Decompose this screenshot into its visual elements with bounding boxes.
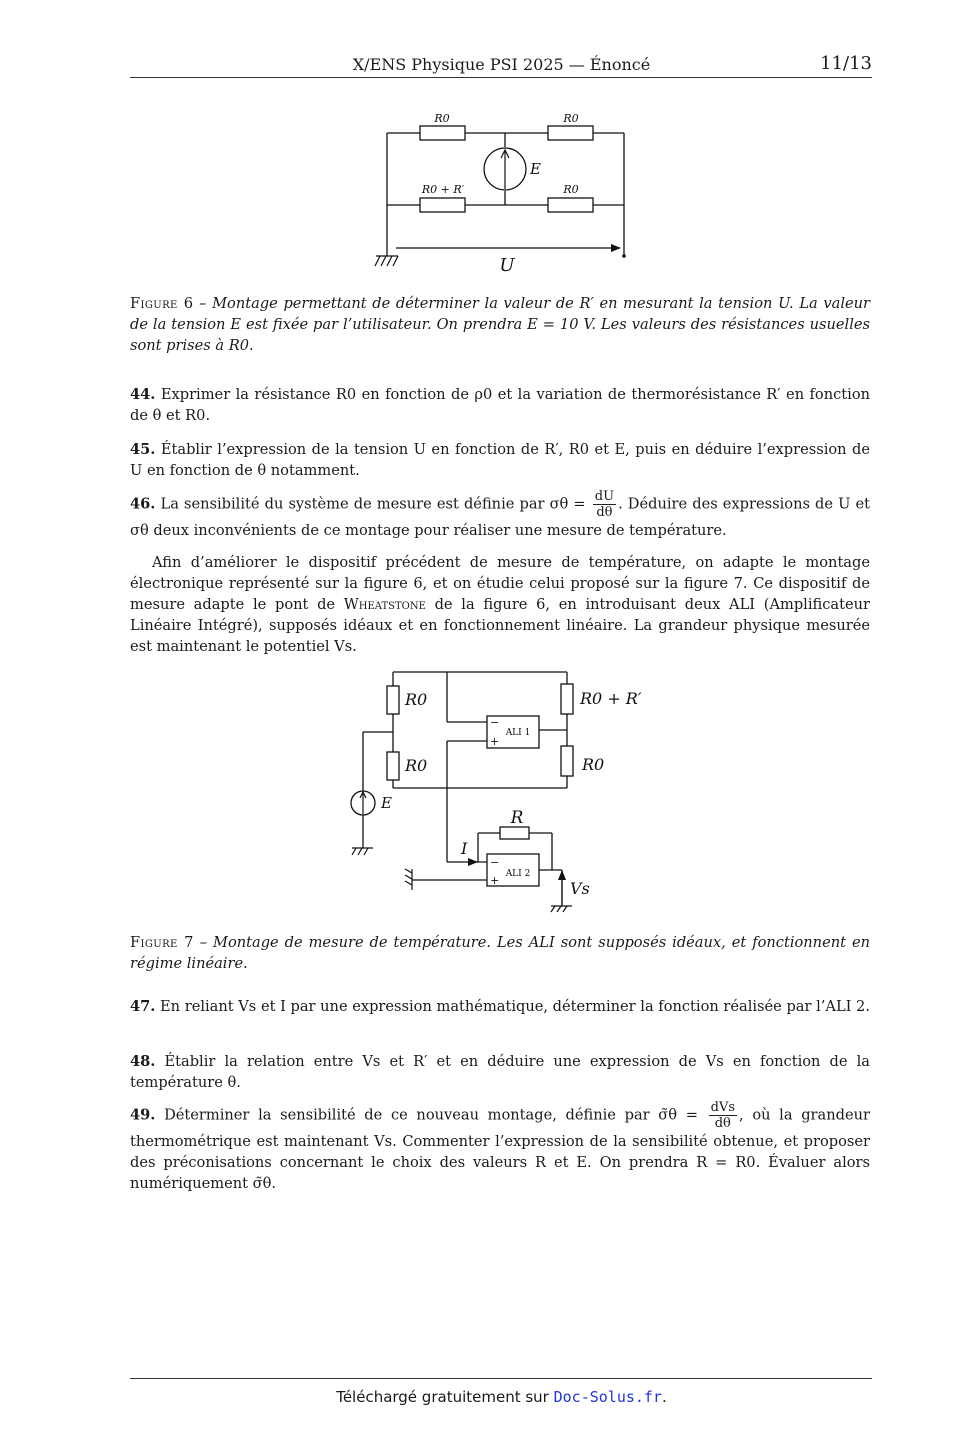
label-r0-left-bottom: R0 [405,756,428,775]
question-46-number: 46. [130,495,156,513]
label-r0-plus-rprime-fig7: R0 + R′ [580,689,642,708]
question-47-number: 47. [130,998,156,1015]
resistor-feedback [500,827,529,839]
label-r0-left-top: R0 [405,690,428,709]
label-ali-1: ALI 1 [505,728,531,738]
footer-dot: . [662,1388,667,1406]
fraction-numerator: dU [594,489,615,504]
label-r0-bottom-right: R0 [563,183,579,196]
question-49 [130,1100,870,1194]
figure-6-label: Figure 6 [130,295,194,312]
question-44-number: 44. [130,386,156,403]
footer [0,1388,980,1406]
ali-1-plus: + [490,735,500,748]
question-49-text-b: , où la grandeur thermométrique est maintenant Vs. Commenter l’expression de la sensibilité obtenue, et proposer des préconisations concernant le choix des valeurs R et E. On prendra R = R0. Évaluer alors numériquement σ̃θ. [130,1106,870,1192]
footer-rule [130,1378,872,1379]
question-46-text-b: . Déduire des expressions de U et σθ deux inconvénients de ce montage pour réaliser une mesure de température. [130,495,871,539]
question-46-text-a: La sensibilité du système de mesure est définie par σθ = [160,495,586,513]
question-45-text: Établir l’expression de la tension U en fonction de R′, R0 et E, puis en déduire l’expression de U en fonction de θ notamment. [130,441,871,479]
label-r0-top-left: R0 [434,112,450,125]
question-47-text: En reliant Vs et I par une expression mathématique, déterminer la fonction réalisée par l’ALI 2. [160,998,870,1015]
resistor-left-bottom [387,752,399,780]
resistor-left-top [387,686,399,714]
label-source-e: E [530,160,541,178]
fraction-dvs-dtheta [709,1100,737,1131]
question-44-text: Exprimer la résistance R0 en fonction de ρ0 et la variation de thermorésistance R′ en fonction de θ et R0. [130,386,871,424]
intro-text-a: Afin d’améliorer le dispositif précédent de mesure de température, on adapte le montage électronique représenté sur la figure 6, et on étudie celui proposé sur la figure 7. Ce dispositif de mesure adapte le pont de [130,554,870,613]
label-tension-u: U [499,255,515,276]
footer-text: Téléchargé gratuitement sur [336,1388,549,1406]
fraction-denominator: dθ [596,505,613,520]
question-49-number: 49. [130,1106,156,1124]
label-current-i: I [461,839,468,858]
intro-text-b: de la figure 6, en introduisant deux ALI (Amplificateur Linéaire Intégré), supposés idéaux et en fonctionnement linéaire. La grandeur physique mesurée est maintenant le potentiel Vs. [130,596,870,655]
resistor-right-bottom [561,746,573,776]
label-ali-2: ALI 2 [505,869,531,879]
ali-2-minus: − [490,856,500,869]
question-48-number: 48. [130,1053,156,1070]
footer-link[interactable]: Doc-Solus.fr [553,1388,662,1406]
label-r-feedback: R [510,808,524,828]
question-48 [130,1051,870,1093]
wheatstone-name: Wheatstone [343,596,426,613]
question-48-text: Établir la relation entre Vs et R′ et en déduire une expression de Vs en fonction de la température θ. [130,1053,870,1091]
page-number: 11/13 [820,53,872,74]
label-output-vs: Vs [570,879,590,898]
ali-1-minus: − [490,716,500,729]
header-title: X/ENS Physique PSI 2025 — Énoncé [352,55,651,74]
label-r0-top-right: R0 [563,112,579,125]
question-45-number: 45. [130,441,156,458]
question-49-text-a: Déterminer la sensibilité de ce nouveau montage, définie par σ̃θ = [164,1106,698,1124]
fraction-numerator: dVs [710,1100,736,1115]
ali-2-plus: + [490,874,500,887]
figure-7-caption-text: – Montage de mesure de température. Les ALI sont supposés idéaux, et fonctionnent en régime linéaire. [130,934,870,972]
resistor-right-top [561,684,573,714]
label-source-e-fig7: E [381,794,392,812]
label-r0-right-bottom: R0 [582,755,605,774]
label-r0-plus-rprime: R0 + R′ [421,183,465,196]
fraction-denominator: dθ [714,1116,731,1131]
question-47 [130,996,870,1017]
figure-6-caption-text: – Montage permettant de déterminer la valeur de R′ en mesurant la tension U. La valeur de la tension E est fixée par l’utilisateur. On prendra E = 10 V. Les valeurs des résistances usuelles sont prises à R0. [130,295,871,354]
figure-7-caption [130,932,870,974]
figure-7-label: Figure 7 [130,934,194,951]
